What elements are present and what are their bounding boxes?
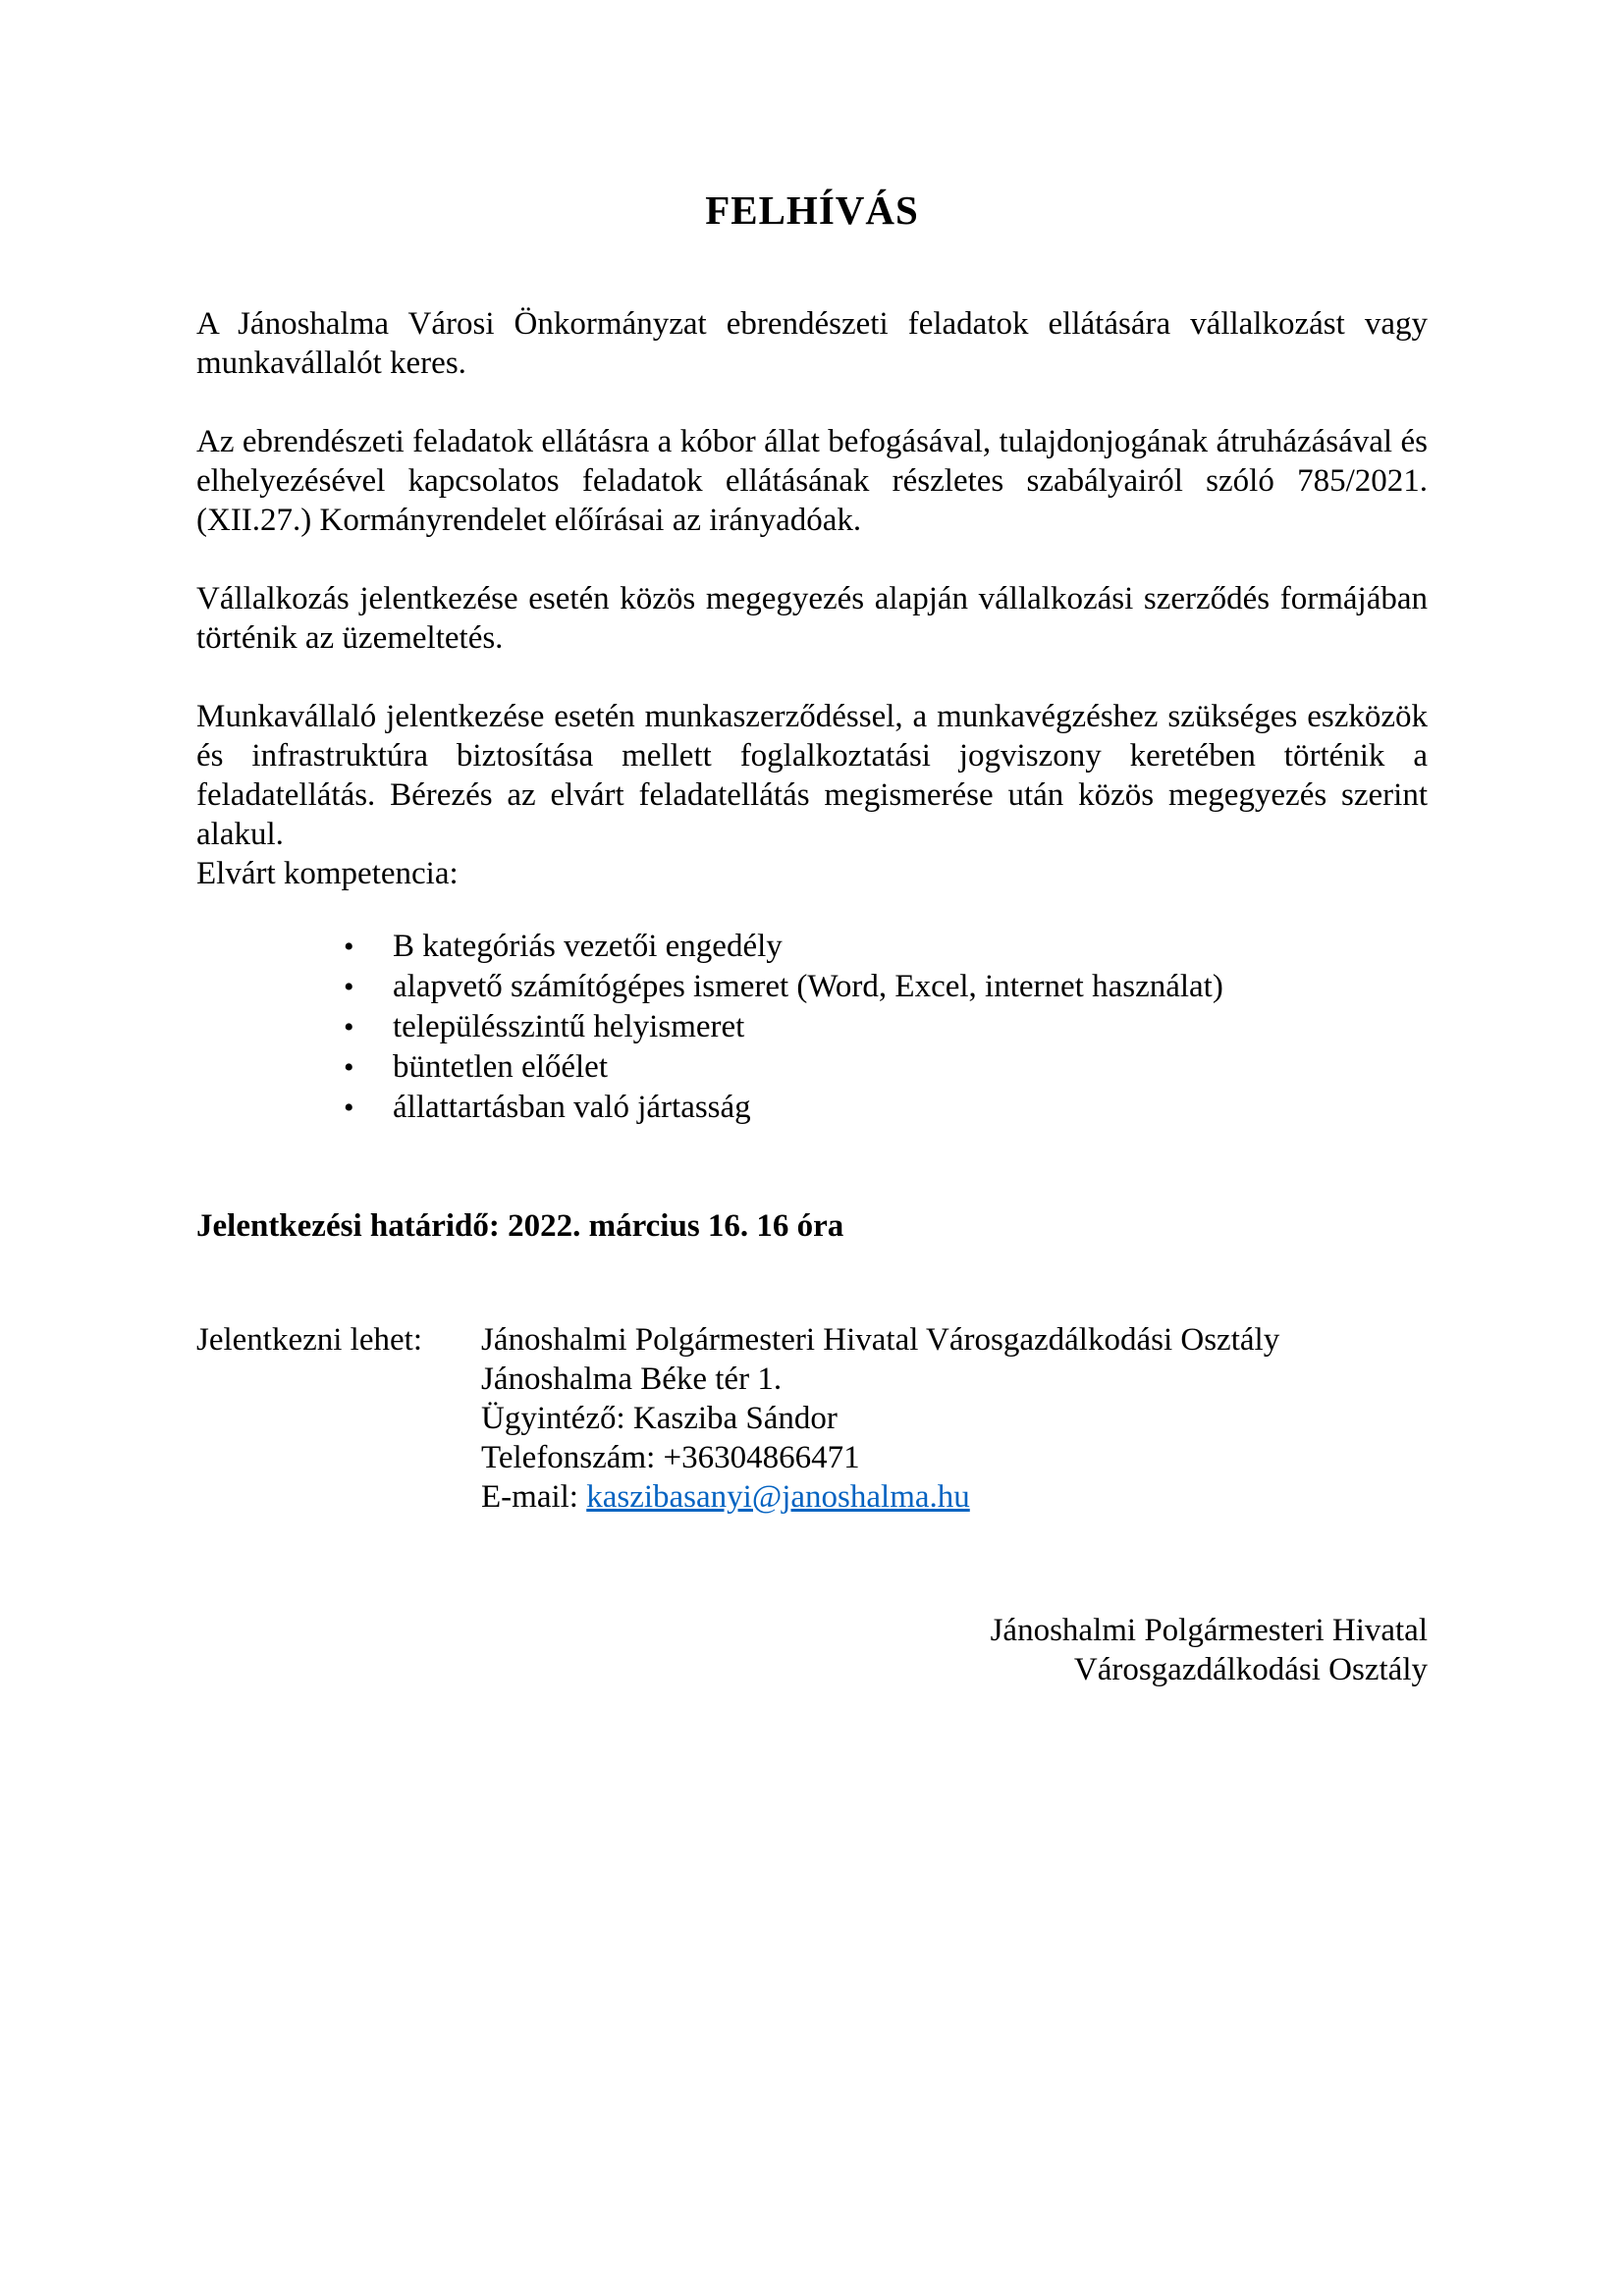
list-item — [196, 1047, 1428, 1088]
document-title: FELHÍVÁS — [705, 187, 919, 233]
list-item-text: településszintű helyismeret — [393, 1009, 745, 1044]
signature-line-office: Jánoshalmi Polgármesteri Hivatal — [990, 1613, 1428, 1648]
bullet-icon: • — [344, 971, 354, 1003]
signature-block — [196, 1611, 1428, 1689]
bullet-icon: • — [344, 1051, 354, 1084]
apply-line-address: Jánoshalma Béke tér 1. — [481, 1362, 783, 1397]
apply-section — [196, 1320, 1428, 1517]
apply-label: Jelentkezni lehet: — [196, 1322, 422, 1358]
list-item-text: állattartásban való jártasság — [393, 1090, 751, 1125]
list-item-text: büntetlen előélet — [393, 1049, 608, 1085]
email-label: E-mail: — [481, 1479, 587, 1515]
application-deadline: Jelentkezési határidő: 2022. március 16. 16 óra — [196, 1208, 844, 1244]
paragraph-intro: A Jánoshalma Városi Önkormányzat ebrendészeti feladatok ellátására vállalkozást vagy munkavállalót keres. — [196, 306, 1428, 381]
list-item — [196, 1088, 1428, 1128]
paragraph-employee-terms: Munkavállaló jelentkezése esetén munkaszerződéssel, a munkavégzéshez szükséges eszközök és infrastruktúra biztosítása mellett foglalkoztatási jogviszony keretében történik a feladatellátás. Bérezés az elvárt feladatellátás megismerése után közös megegyezés szerint alakul. — [196, 699, 1428, 852]
apply-line-officer: Ügyintéző: Kasziba Sándor — [481, 1401, 838, 1436]
list-item — [196, 1007, 1428, 1047]
list-item — [196, 927, 1428, 967]
signature-line-department: Városgazdálkodási Osztály — [1073, 1652, 1428, 1687]
apply-line-office: Jánoshalmi Polgármesteri Hivatal Városgazdálkodási Osztály — [481, 1322, 1280, 1358]
competency-list — [196, 927, 1428, 1128]
email-link[interactable]: kaszibasanyi@janoshalma.hu — [586, 1479, 970, 1515]
list-item-text: B kategóriás vezetői engedély — [393, 929, 783, 964]
apply-line-phone: Telefonszám: +36304866471 — [481, 1440, 860, 1475]
list-item-text: alapvető számítógépes ismeret (Word, Excel, internet használat) — [393, 969, 1223, 1004]
bullet-icon: • — [344, 931, 354, 963]
bullet-icon: • — [344, 1011, 354, 1043]
apply-details — [481, 1320, 1428, 1517]
bullet-icon: • — [344, 1092, 354, 1124]
list-item — [196, 967, 1428, 1007]
paragraph-regulation: Az ebrendészeti feladatok ellátásra a kóbor állat befogásával, tulajdonjogának átruházásával és elhelyezésével kapcsolatos feladatok ellátásának részletes szabályairól szóló 785/2021. (XII.27.) Kormányrendelet előírásai az irányadóak. — [196, 424, 1428, 538]
apply-line-email — [481, 1477, 1428, 1517]
paragraph-contractor-terms: Vállalkozás jelentkezése esetén közös megegyezés alapján vállalkozási szerződés formájában történik az üzemeltetés. — [196, 581, 1428, 656]
competencies-label: Elvárt kompetencia: — [196, 856, 459, 891]
